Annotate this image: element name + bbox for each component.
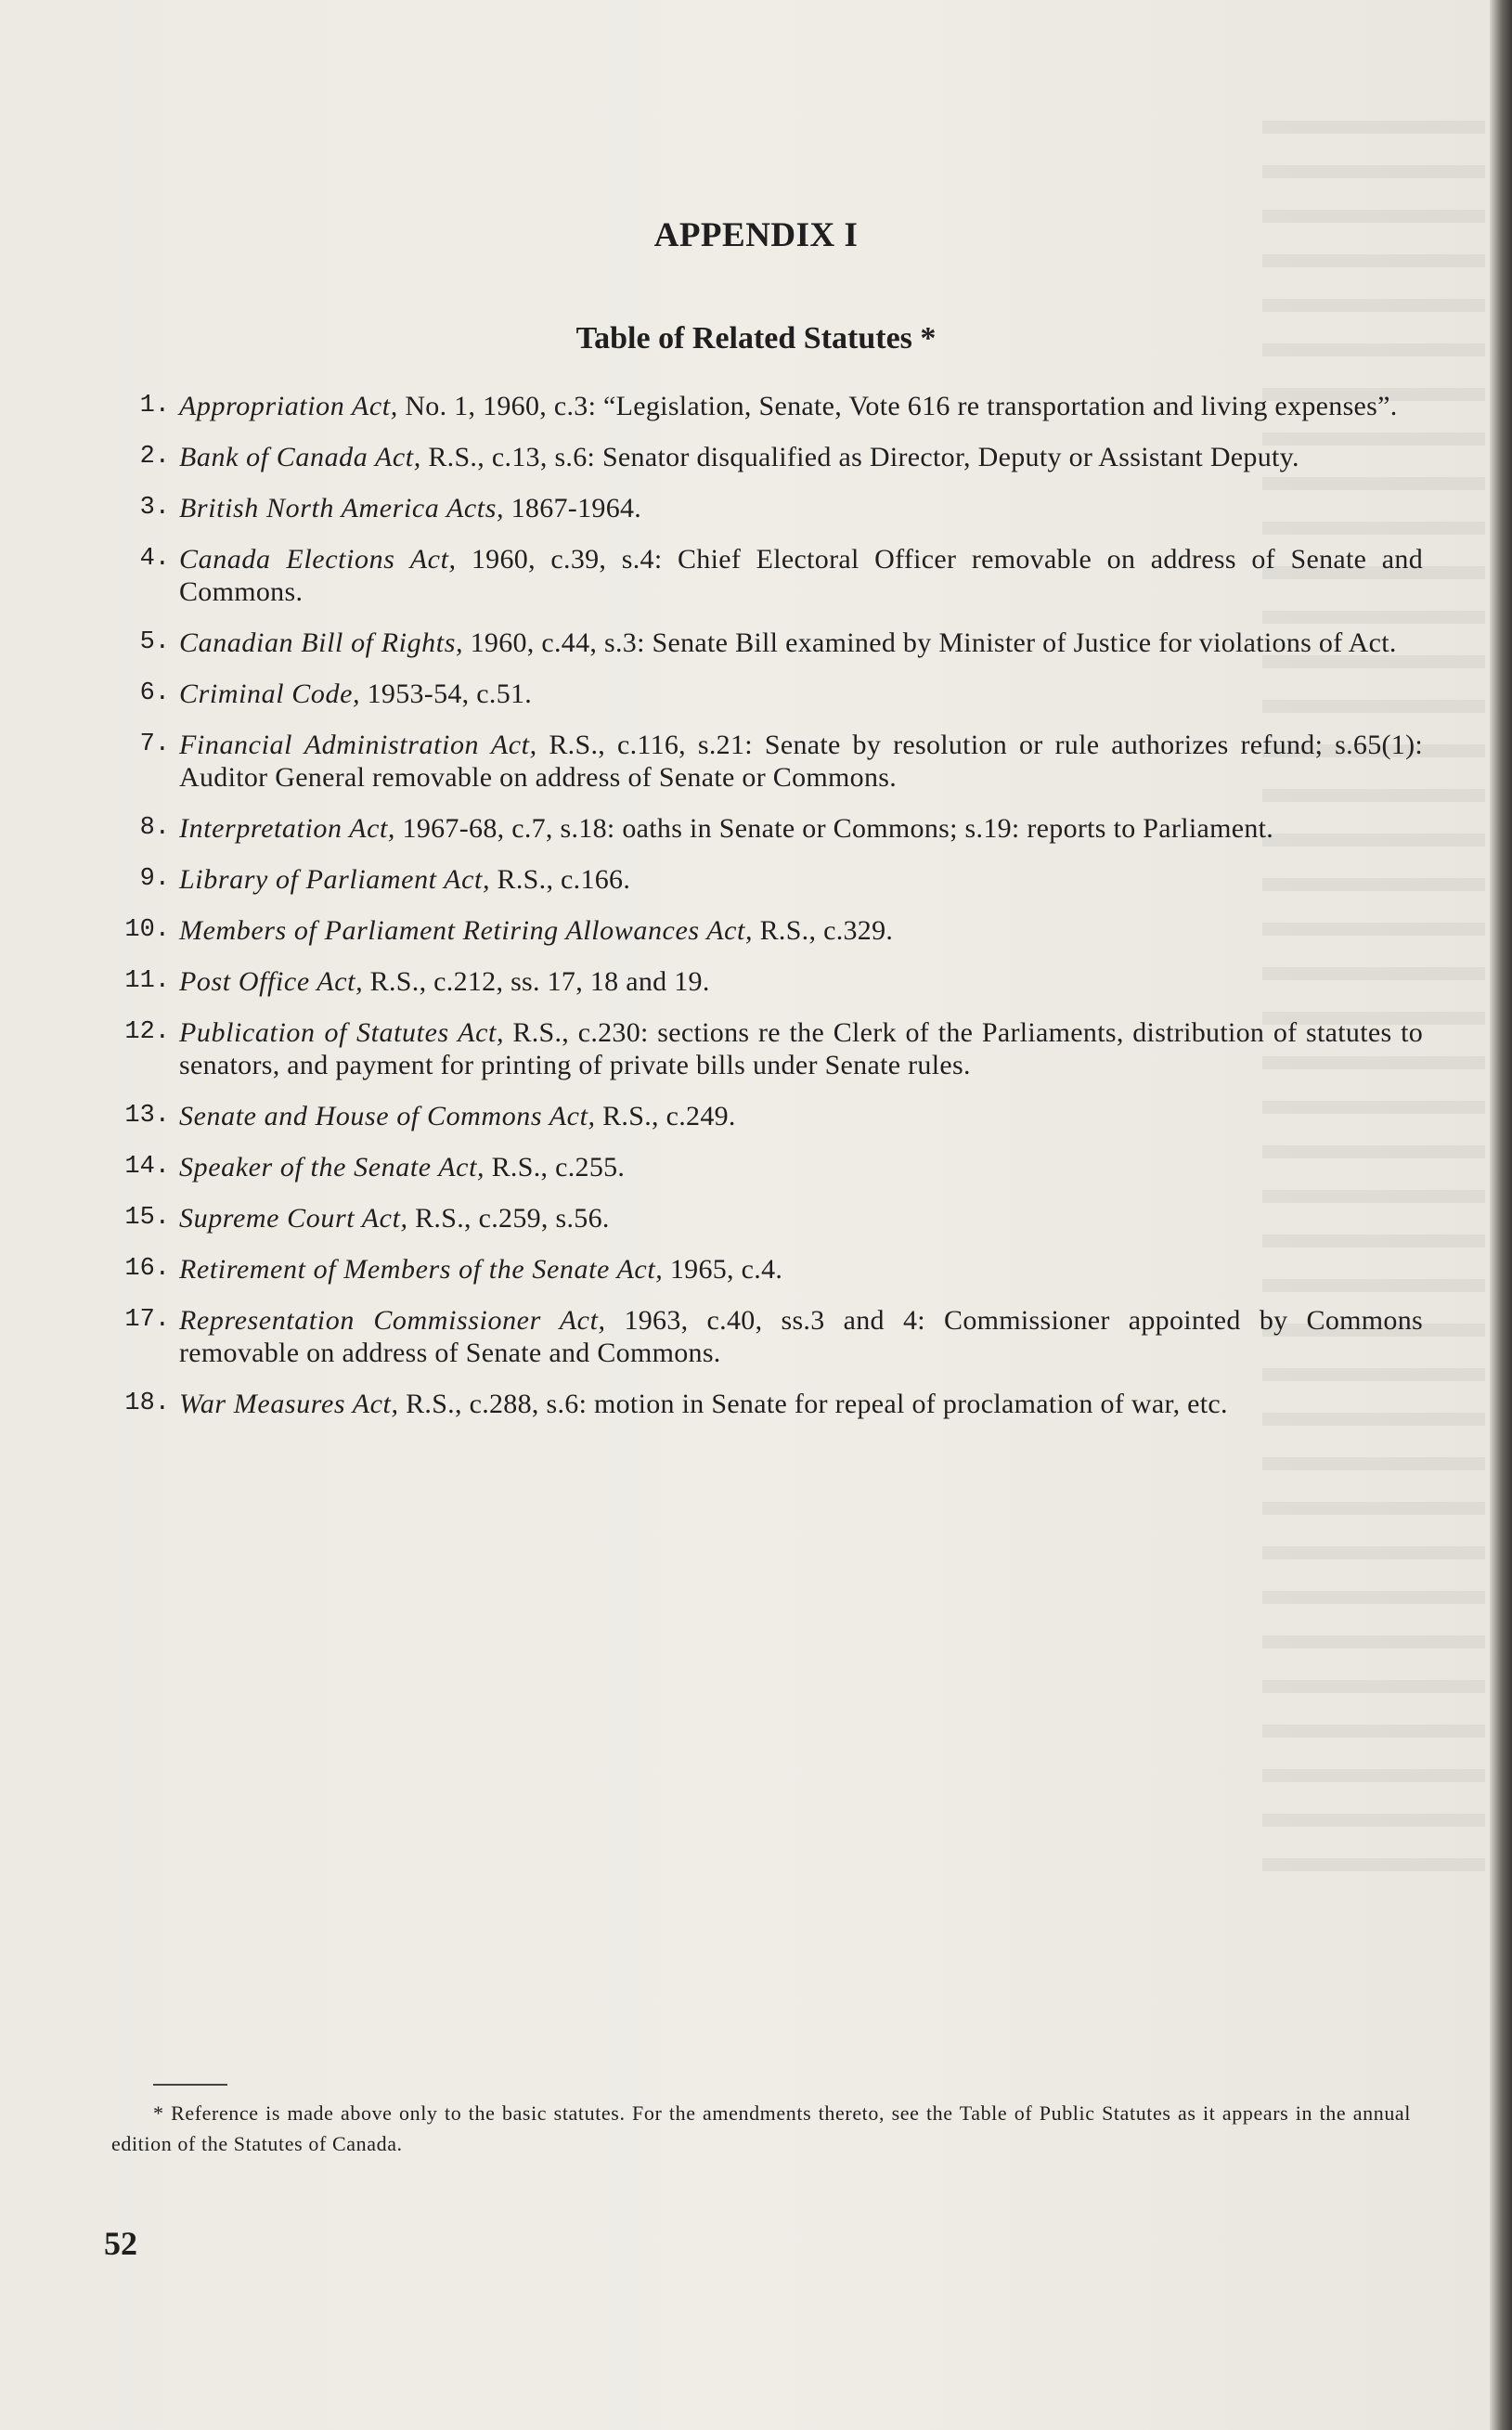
act-details: No. 1, 1960, c.3: “Legislation, Senate, Vote 616 re transportation and living expenses”.	[405, 391, 1398, 421]
item-number: 8.	[139, 814, 170, 842]
item-number: 17.	[124, 1306, 170, 1334]
list-item	[116, 812, 1423, 845]
act-details: 1965, c.4.	[669, 1254, 783, 1285]
list-item	[116, 729, 1423, 794]
page-number: 52	[104, 2225, 137, 2262]
act-name: Criminal Code,	[179, 679, 361, 709]
act-details: R.S., c.116, s.21: Senate by resolution or rule authorizes refund; s.65(1): Auditor General removable on address of Senate or Commons.	[179, 730, 1424, 793]
list-item	[116, 863, 1423, 896]
item-number: 6.	[139, 679, 170, 707]
item-number: 4.	[139, 545, 170, 573]
act-details: 1967-68, c.7, s.18: oaths in Senate or Commons; s.19: reports to Parliament.	[402, 813, 1274, 844]
act-name: Members of Parliament Retiring Allowances Act,	[179, 915, 754, 946]
act-details: R.S., c.259, s.56.	[415, 1203, 610, 1234]
act-name: Canadian Bill of Rights,	[179, 627, 464, 658]
list-item	[116, 627, 1423, 659]
act-name: Post Office Act,	[179, 966, 364, 997]
act-name: British North America Acts,	[179, 493, 505, 523]
act-name: Canada Elections Act,	[179, 544, 457, 575]
act-name: Interpretation Act,	[179, 813, 396, 844]
act-name: Speaker of the Senate Act,	[179, 1152, 485, 1183]
item-number: 14.	[124, 1153, 170, 1181]
table-title: Table of Related Statutes *	[575, 321, 937, 355]
list-item	[116, 1388, 1423, 1420]
act-details: R.S., c.329.	[759, 915, 894, 946]
item-number: 9.	[139, 865, 170, 893]
act-name: Retirement of Members of the Senate Act,	[179, 1254, 664, 1285]
item-number: 1.	[139, 392, 170, 420]
list-item	[116, 390, 1423, 422]
appendix-title: APPENDIX I	[653, 216, 859, 254]
list-item	[116, 1151, 1423, 1183]
item-number: 16.	[124, 1255, 170, 1283]
item-number: 12.	[124, 1018, 170, 1046]
list-item	[116, 1016, 1423, 1081]
list-item	[116, 543, 1423, 608]
list-item	[116, 914, 1423, 947]
item-number: 3.	[139, 494, 170, 522]
list-item	[116, 492, 1423, 524]
act-name: Appropriation Act,	[179, 391, 398, 421]
footnote: * Reference is made above only to the basic statutes. For the amendments thereto, see the Table of Public Statutes as it appears in the annual edition of the Statutes of Canada.	[111, 2101, 1411, 2155]
act-name: War Measures Act,	[179, 1389, 399, 1419]
item-number: 18.	[124, 1389, 170, 1417]
act-details: R.S., c.249.	[602, 1101, 736, 1131]
item-number: 7.	[139, 730, 170, 758]
act-details: 1963, c.40, ss.3 and 4: Commissioner appointed by Commons removable on address of Senate and Commons.	[179, 1305, 1424, 1368]
list-item	[116, 1100, 1423, 1132]
list-item	[116, 441, 1423, 473]
item-number: 15.	[124, 1204, 170, 1232]
book-spine-shadow	[1490, 0, 1512, 2430]
list-item	[116, 1202, 1423, 1234]
act-details: R.S., c.230: sections re the Clerk of the Parliaments, distribution of statutes to senators, and payment for printing of private bills under Senate rules.	[179, 1017, 1424, 1080]
statutes-list	[116, 390, 1423, 1439]
act-name: Senate and House of Commons Act,	[179, 1101, 596, 1131]
footnote-divider	[153, 2084, 227, 2086]
item-number: 5.	[139, 628, 170, 656]
act-name: Library of Parliament Act,	[179, 864, 491, 895]
act-details: R.S., c.13, s.6: Senator disqualified as Director, Deputy or Assistant Deputy.	[428, 442, 1299, 472]
item-number: 13.	[124, 1102, 170, 1130]
act-details: R.S., c.288, s.6: motion in Senate for repeal of proclamation of war, etc.	[406, 1389, 1228, 1419]
list-item	[116, 1304, 1423, 1369]
act-details: 1953-54, c.51.	[367, 679, 533, 709]
act-details: R.S., c.212, ss. 17, 18 and 19.	[369, 966, 710, 997]
act-name: Financial Administration Act,	[179, 730, 537, 760]
act-name: Representation Commissioner Act,	[179, 1305, 606, 1336]
act-name: Supreme Court Act,	[179, 1203, 408, 1234]
act-details: 1867-1964.	[510, 493, 642, 523]
item-number: 10.	[124, 916, 170, 944]
act-details: R.S., c.255.	[491, 1152, 626, 1183]
item-number: 2.	[139, 443, 170, 471]
act-details: R.S., c.166.	[497, 864, 631, 895]
act-details: 1960, c.44, s.3: Senate Bill examined by Minister of Justice for violations of Act.	[470, 627, 1397, 658]
list-item	[116, 678, 1423, 710]
act-name: Publication of Statutes Act,	[179, 1017, 505, 1048]
act-details: 1960, c.39, s.4: Chief Electoral Officer removable on address of Senate and Commons.	[179, 544, 1424, 607]
list-item	[116, 965, 1423, 998]
act-name: Bank of Canada Act,	[179, 442, 421, 472]
list-item	[116, 1253, 1423, 1286]
item-number: 11.	[124, 967, 170, 995]
